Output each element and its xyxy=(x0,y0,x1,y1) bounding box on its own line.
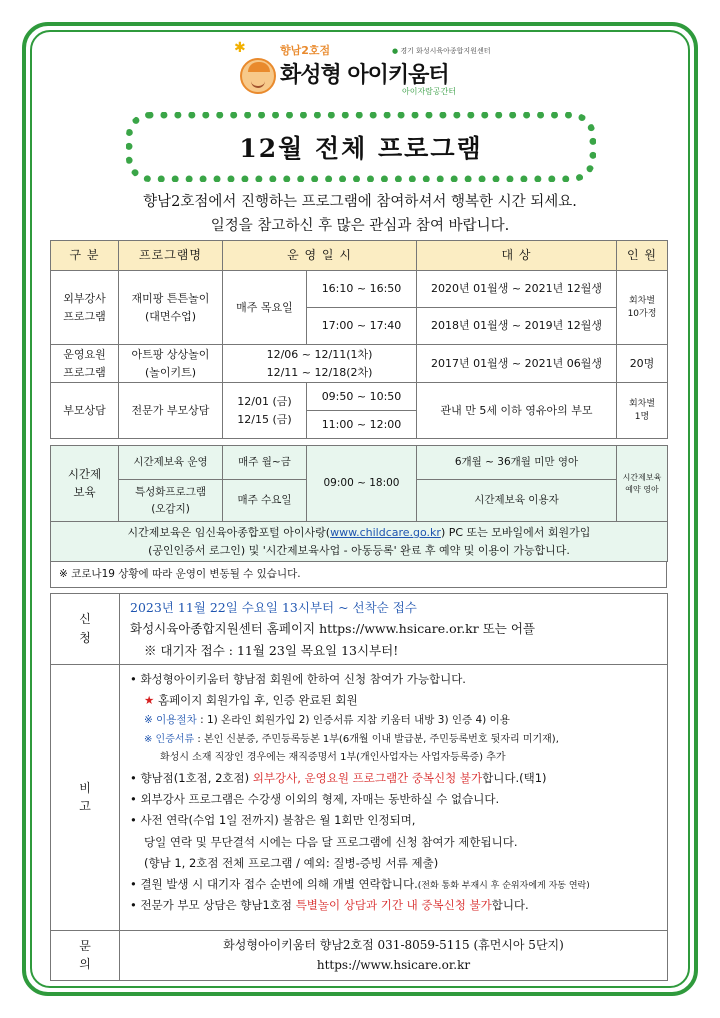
row2-dates-l2: 12/11 ~ 12/18(2차) xyxy=(266,365,373,379)
row2-program-l2: (놀이키트) xyxy=(144,365,197,379)
remark-absence-3: (향남 1, 2호점 전체 프로그램 / 예외: 질병-증빙 서류 제출) xyxy=(144,855,439,870)
row2-dates xyxy=(223,345,417,383)
remark-waitlist xyxy=(130,874,657,895)
duplicate-warning: 외부강사, 운영요원 프로그램간 중복신청 불가 xyxy=(252,770,483,785)
row1-category xyxy=(51,271,119,345)
apply-label: 신 청 xyxy=(51,594,120,665)
child-face-icon xyxy=(240,58,276,94)
table-row xyxy=(51,446,668,480)
waitlist-small: (전화 통화 부재시 후 순위자에게 자동 연락) xyxy=(417,881,590,892)
row4-category-l1: 시간제 xyxy=(67,466,102,481)
row3-program: 전문가 부모상담 xyxy=(119,383,223,439)
apply-row xyxy=(51,594,668,665)
contact-label: 문 의 xyxy=(51,930,120,980)
row2-category xyxy=(51,345,119,383)
row2-program xyxy=(119,345,223,383)
remarks-label: 비 고 xyxy=(51,664,120,930)
row2-category-l1: 운영요원 xyxy=(63,348,106,362)
header-category: 구 분 xyxy=(51,241,119,271)
row3-dates-l1: 12/01 (금) xyxy=(237,395,292,409)
remark-documents-2: 화성시 소재 직장인 경우에는 재직증명서 1부(개인사업자는 사업자등록증) 추가 xyxy=(160,752,506,764)
apply-date: 2023년 11월 22일 수요일 13시부터 ~ 선착순 접수 xyxy=(130,600,417,615)
contact-phone: 화성형아이키움터 향남2호점 031-8059-5115 (휴먼시아 5단지) xyxy=(223,937,564,952)
sparkle-icon: ✱ xyxy=(234,40,246,56)
row2-category-l2: 프로그램 xyxy=(63,365,106,379)
remark-documents xyxy=(130,731,657,750)
header-capacity: 인 원 xyxy=(617,241,668,271)
separator-cell xyxy=(51,439,668,446)
covid-note: ※ 코로나19 상황에 따라 운영이 변동될 수 있습니다. xyxy=(50,561,667,588)
header-program: 프로그램명 xyxy=(119,241,223,271)
row3-time1: 09:50 ~ 10:50 xyxy=(307,383,417,411)
counseling-pre: • 전문가 부모 상담은 향남1호점 xyxy=(130,898,296,913)
contact-url[interactable]: https://www.hsicare.or.kr xyxy=(316,958,471,973)
intro-line-2: 일정을 참고하신 후 많은 관심과 참여 바랍니다. xyxy=(210,218,510,234)
row3-capacity-l2: 1명 xyxy=(634,411,650,422)
contact-row xyxy=(51,930,668,980)
row3-capacity xyxy=(617,383,668,439)
remark-members: • 화성형아이키움터 향남점 회원에 한하여 신청 참여가 가능합니다. xyxy=(130,671,466,686)
procedure-label: ※ 이용절차 xyxy=(144,714,197,727)
row1-time1: 16:10 ~ 16:50 xyxy=(307,271,417,308)
row1-program-l1: 재미팡 튼튼놀이 xyxy=(131,292,210,306)
row3-dates-l2: 12/15 (금) xyxy=(237,412,292,426)
table-row xyxy=(51,271,668,308)
row1-day: 매주 목요일 xyxy=(223,271,307,345)
childcare-note-row xyxy=(51,522,668,562)
row4-time: 09:00 ~ 18:00 xyxy=(307,446,417,522)
title-box xyxy=(126,112,596,182)
remark-counseling xyxy=(130,895,657,916)
childcare-note xyxy=(51,522,668,562)
row3-dates xyxy=(223,383,307,439)
row4-program2-l2: (오감지) xyxy=(151,502,190,515)
row1-program xyxy=(119,271,223,345)
apply-content xyxy=(120,594,668,665)
row1-time2: 17:00 ~ 17:40 xyxy=(307,308,417,345)
row4-program2 xyxy=(119,480,223,522)
row4-target1: 6개월 ~ 36개월 미만 영아 xyxy=(417,446,617,480)
table-separator xyxy=(51,439,668,446)
procedure-text: : 1) 온라인 회원가입 2) 인증서류 지참 키움터 내방 3) 인증 4) 이용 xyxy=(200,714,510,727)
row4-program1: 시간제보육 운영 xyxy=(119,446,223,480)
row4-target2: 시간제보육 이용자 xyxy=(417,480,617,522)
row1-category-l1: 외부강사 xyxy=(63,292,106,306)
apply-site: 화성시육아종합지원센터 홈페이지 https://www.hsicare.or.kr 또는 어플 xyxy=(130,621,535,637)
row2-target: 2017년 01월생 ~ 2021년 06월생 xyxy=(417,345,617,383)
note-line2: (공인인증서 로그인) 및 '시간제보육사업 - 아동등록' 완료 후 예약 및 이용이 가능합니다. xyxy=(148,543,570,557)
header-schedule: 운 영 일 시 xyxy=(223,241,417,271)
remark-absence: • 사전 연락(수업 1일 전까지) 불참은 월 1회만 인정되며, xyxy=(130,813,416,828)
row1-target2: 2018년 01월생 ~ 2019년 12월생 xyxy=(417,308,617,345)
row1-category-l2: 프로그램 xyxy=(63,309,106,323)
remark-absence-2: 당일 연락 및 무단결석 시에는 다음 달 프로그램에 신청 참여가 제한됩니다. xyxy=(144,834,518,849)
row4-capacity-l1: 시간제보육 xyxy=(622,473,662,483)
remark-duplicate xyxy=(130,768,657,789)
row1-target1: 2020년 01월생 ~ 2021년 12월생 xyxy=(417,271,617,308)
table-row xyxy=(51,345,668,383)
apply-waitlist: ※ 대기자 접수 : 11월 23일 목요일 13시부터! xyxy=(144,642,399,658)
remark-siblings: • 외부강사 프로그램은 수강생 이외의 형제, 자매는 동반하실 수 없습니다. xyxy=(130,791,500,806)
remarks-content xyxy=(120,664,668,930)
duplicate-post: 합니다.(택1) xyxy=(482,770,547,785)
childcare-link[interactable]: www.childcare.go.kr xyxy=(330,526,441,539)
remark-procedure xyxy=(130,711,657,730)
row1-capacity-l2: 10가정 xyxy=(627,308,657,319)
note-post: ) PC 또는 모바일에서 회원가입 xyxy=(440,526,591,539)
row3-target: 관내 만 5세 이하 영유아의 부모 xyxy=(417,383,617,439)
counseling-warning: 특별놀이 상담과 기간 내 중복신청 불가 xyxy=(295,898,492,913)
intro-line-1: 향남2호점에서 진행하는 프로그램에 참여하셔서 행복한 시간 되세요. xyxy=(143,194,577,210)
logo-center-text: 경기 화성시육아종합지원센터 xyxy=(400,47,491,55)
logo-sub: 아이자람공간터 xyxy=(402,87,457,96)
documents-text: : 본인 신분증, 주민등록등본 1부(6개월 이내 발급분, 주민등록번호 뒷자리 미기재), xyxy=(197,733,559,745)
row4-capacity-l2: 예약 영아 xyxy=(625,484,659,494)
row1-program-l2: (대면수업) xyxy=(144,309,197,323)
row4-program2-l1: 특성화프로그램 xyxy=(134,486,206,499)
remark-members-sub-text: 홈페이지 회원가입 후, 인증 완료된 회원 xyxy=(157,693,358,708)
row4-day1: 매주 월~금 xyxy=(223,446,307,480)
waitlist-text: • 결원 발생 시 대기자 접수 순번에 의해 개별 연락합니다. xyxy=(130,877,418,892)
duplicate-pre: • 향남점(1호점, 2호점) xyxy=(130,770,253,785)
row1-capacity xyxy=(617,271,668,345)
row3-category: 부모상담 xyxy=(51,383,119,439)
row3-capacity-l1: 회차별 xyxy=(628,398,656,409)
counseling-post: 합니다. xyxy=(491,898,529,913)
info-table xyxy=(50,593,668,981)
center-mark-icon: ● xyxy=(392,47,399,55)
remark-members-sub xyxy=(130,690,657,711)
contact-content xyxy=(120,930,668,980)
row4-category xyxy=(51,446,119,522)
table-row xyxy=(51,383,668,411)
star-icon: ★ xyxy=(144,693,155,708)
logo-name: 화성형 아이키움터 xyxy=(280,63,449,88)
program-table xyxy=(50,240,668,562)
row4-category-l2: 보육 xyxy=(73,484,96,499)
row4-day2: 매주 수요일 xyxy=(223,480,307,522)
row3-time2: 11:00 ~ 12:00 xyxy=(307,411,417,439)
remarks-row xyxy=(51,664,668,930)
note-pre: 시간제보육은 임신육아종합포털 아이사랑( xyxy=(127,526,331,539)
logo-branch: 향남2호점 xyxy=(280,44,331,57)
table-header-row xyxy=(51,241,668,271)
row1-capacity-l1: 회차별 xyxy=(628,295,656,306)
row4-capacity xyxy=(617,446,668,522)
logo-center-name xyxy=(392,46,490,56)
documents-label: ※ 인증서류 xyxy=(144,733,195,745)
row2-dates-l1: 12/06 ~ 12/11(1차) xyxy=(266,348,373,362)
logo xyxy=(232,40,502,104)
row2-program-l1: 아트팡 상상놀이 xyxy=(131,348,210,362)
row2-capacity: 20명 xyxy=(617,345,668,383)
page-title: 12월 전체 프로그램 xyxy=(239,134,483,163)
header-target: 대 상 xyxy=(417,241,617,271)
